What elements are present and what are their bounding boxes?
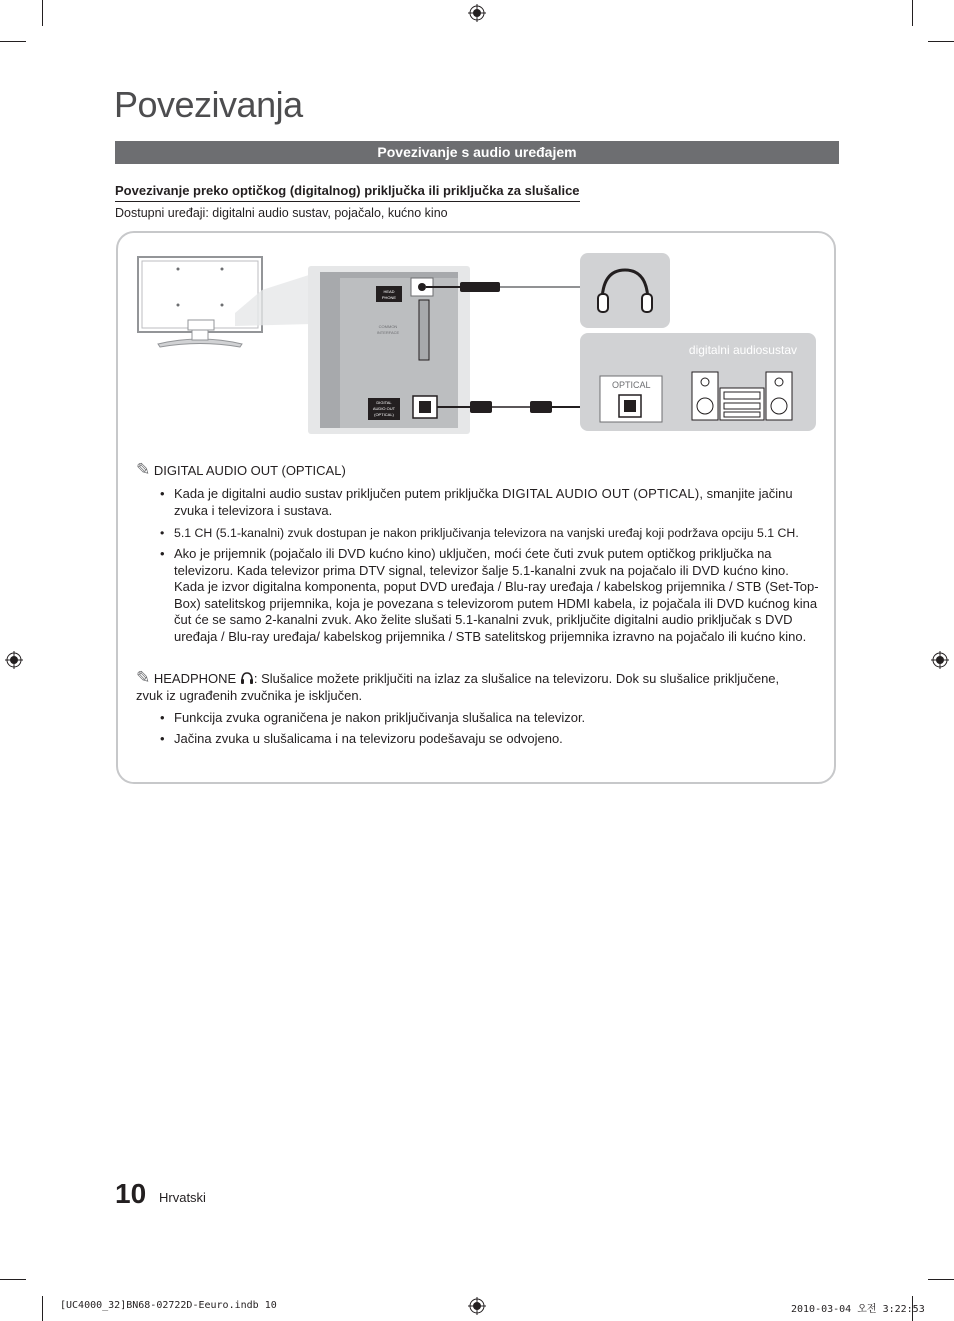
list-item: • Kada je digitalni audio sustav priključen putem priključka DIGITAL AUDIO OUT (OPTICAL), smanjite jačinu zvuka i televizora i sustava. <box>160 486 793 518</box>
note-title: DIGITAL AUDIO OUT (OPTICAL) <box>153 463 346 478</box>
registration-mark-icon <box>931 651 949 669</box>
digital-audio-out-label: (OPTICAL) <box>374 412 394 417</box>
head-phone-port-label: PHONE <box>381 295 397 300</box>
tv-back-illustration <box>138 257 312 347</box>
page-title: Povezivanja <box>114 84 303 125</box>
registration-mark-icon <box>468 1297 486 1315</box>
connection-diagram <box>130 248 820 438</box>
crop-mark <box>0 1279 26 1280</box>
section-title-bar: Povezivanje s audio uređajem <box>115 141 839 164</box>
headphone-icon <box>240 672 254 684</box>
subheading: Povezivanje preko optičkog (digitalnog) priključka ili priključka za slušalice <box>115 183 580 202</box>
note-headphone: ✎ HEADPHONE : Slušalice možete priključiti na izlaz za slušalice na televizoru. Dok su slušalice priključene, zvuk iz ugrađenih zvučnika je isključen. <box>136 668 780 703</box>
head-phone-port-label: HEAD <box>383 289 395 294</box>
pencil-note-icon: ✎ <box>136 460 151 479</box>
note-title: HEADPHONE <box>153 671 237 686</box>
registration-mark-icon <box>5 651 23 669</box>
registration-mark-icon <box>468 4 486 22</box>
list-item: • 5.1 CH (5.1-kanalni) zvuk dostupan je nakon priključivanja televizora na vanjski uređaj koji podržava opciju 5.1 CH. <box>160 526 799 540</box>
note-optical <box>136 462 826 480</box>
crop-mark <box>42 1296 43 1321</box>
crop-mark <box>42 0 43 26</box>
list-item: • Funkcija zvuka ograničena je nakon priključivanja slušalica na televizor. <box>160 710 586 725</box>
pencil-note-icon: ✎ <box>136 668 151 687</box>
tv-side-panel <box>308 266 470 434</box>
crop-mark <box>0 41 26 42</box>
page-language: Hrvatski <box>159 1190 206 1205</box>
headphone-illustration <box>580 253 670 328</box>
crop-mark <box>928 1279 954 1280</box>
digital-audio-out-label: AUDIO OUT <box>372 406 396 411</box>
available-devices: Dostupni uređaji: digitalni audio sustav, pojačalo, kućno kino <box>115 206 448 220</box>
common-interface-label: COMMON <box>378 324 398 329</box>
print-slug-file: [UC4000_32]BN68-02722D-Eeuro.indb 10 <box>60 1300 277 1311</box>
digital-audio-out-label: DIGITAL <box>376 400 392 405</box>
strong-term: DIGITAL AUDIO OUT (OPTICAL) <box>502 486 700 501</box>
optical-label: OPTICAL <box>612 380 651 390</box>
crop-mark <box>912 0 913 26</box>
print-slug-date: 2010-03-04 오전 3:22:53 <box>791 1304 925 1315</box>
common-interface-label: INTERFACE <box>376 330 400 335</box>
page-number: 10 <box>115 1178 147 1209</box>
crop-mark <box>928 41 954 42</box>
audio-system-label: digitalni audiosustav <box>688 343 797 357</box>
list-item: • Ako je prijemnik (pojačalo ili DVD kućno kino) uključen, moći ćete čuti zvuk putem optičkog priključka na televizoru. Kada televizor prima DTV signal, televizor šalje 5.1-kanalni zvuk na pojačalo ili DVD kućno kino. Kada je izvor digitalna komponenta, poput DVD uređaja / Blu-ray uređaja / kabelskog prijemnika / STB (Set-Top-Box) satelitskog prijemnika, koja je povezana s televizorom putem HDMI kabela, iz pojačala ili DVD kućnog kina čut će se samo 2-kanalni zvuk. Ako želite slušati 5.1-kanalni zvuk, priključite digitalni audio priključak s DVD uređaja / Blu-ray uređaja/ kabelskog prijemnika / STB satelitskog prijemnika izravno na pojačalo ili kućno kino. <box>160 546 819 644</box>
audio-system-illustration <box>580 333 816 431</box>
list-item: • Jačina zvuka u slušalicama i na televizoru podešavaju se odvojeno. <box>160 731 563 746</box>
